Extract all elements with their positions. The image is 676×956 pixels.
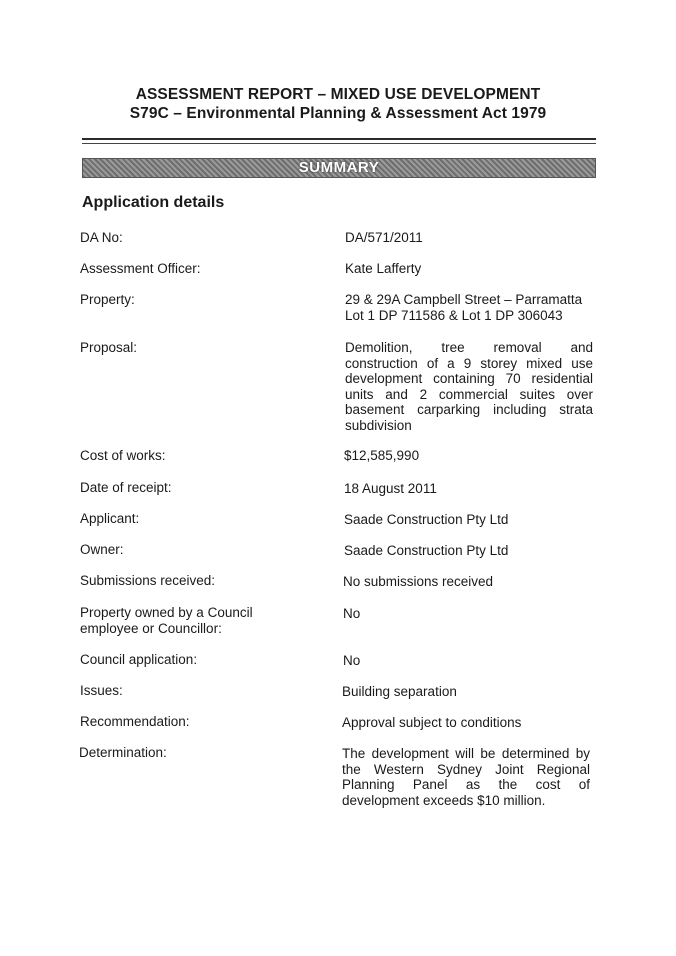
value-property-line-2: Lot 1 DP 711586 & Lot 1 DP 306043 bbox=[345, 307, 563, 323]
label-submissions-received: Submissions received: bbox=[80, 573, 216, 588]
value-council-employee-owned: No bbox=[343, 606, 361, 621]
value-proposal: Demolition, tree removal and construction of a 9 storey mixed use development containing 70 residential units and 2 commercial suites over basement carparking including strata subdivision bbox=[345, 340, 593, 433]
summary-banner-label: SUMMARY bbox=[298, 159, 380, 176]
value-property-line-1: 29 & 29A Campbell Street – Parramatta bbox=[345, 292, 583, 307]
label-proposal: Proposal: bbox=[80, 340, 138, 355]
value-cost-of-works: $12,585,990 bbox=[344, 448, 420, 463]
label-cost-of-works: Cost of works: bbox=[80, 448, 166, 463]
value-applicant: Saade Construction Pty Ltd bbox=[344, 512, 509, 527]
summary-banner bbox=[82, 158, 596, 178]
report-subtitle: S79C – Environmental Planning & Assessment Act 1979 bbox=[129, 105, 547, 122]
header-rule-thick bbox=[82, 138, 596, 140]
value-date-of-receipt: 18 August 2011 bbox=[344, 481, 437, 496]
label-property: Property: bbox=[80, 292, 135, 307]
header-rule-thin bbox=[82, 143, 596, 144]
value-council-application: No bbox=[343, 653, 361, 668]
label-determination: Determination: bbox=[79, 745, 167, 760]
value-owner: Saade Construction Pty Ltd bbox=[344, 543, 509, 558]
label-recommendation: Recommendation: bbox=[80, 714, 190, 729]
label-council-application: Council application: bbox=[80, 652, 198, 667]
label-council-employee-owned bbox=[80, 605, 320, 636]
label-council-employee-line-1: Property owned by a Council bbox=[80, 605, 253, 620]
label-applicant: Applicant: bbox=[80, 511, 140, 526]
value-assessment-officer: Kate Lafferty bbox=[345, 261, 422, 276]
label-council-employee-line-2: employee or Councillor: bbox=[80, 620, 222, 636]
value-property bbox=[345, 292, 594, 323]
report-title: ASSESSMENT REPORT – MIXED USE DEVELOPMENT bbox=[135, 86, 541, 103]
label-owner: Owner: bbox=[80, 542, 124, 557]
label-issues: Issues: bbox=[80, 683, 123, 698]
value-recommendation: Approval subject to conditions bbox=[342, 715, 522, 730]
label-date-of-receipt: Date of receipt: bbox=[80, 480, 172, 495]
value-submissions-received: No submissions received bbox=[343, 574, 494, 589]
value-issues: Building separation bbox=[342, 684, 457, 699]
label-assessment-officer: Assessment Officer: bbox=[80, 261, 201, 276]
label-da-no: DA No: bbox=[80, 230, 123, 245]
section-heading: Application details bbox=[82, 194, 225, 211]
value-da-no: DA/571/2011 bbox=[345, 230, 423, 245]
value-determination: The development will be determined by the Western Sydney Joint Regional Planning Panel as the cost of development exceeds $10 million. bbox=[342, 746, 590, 808]
